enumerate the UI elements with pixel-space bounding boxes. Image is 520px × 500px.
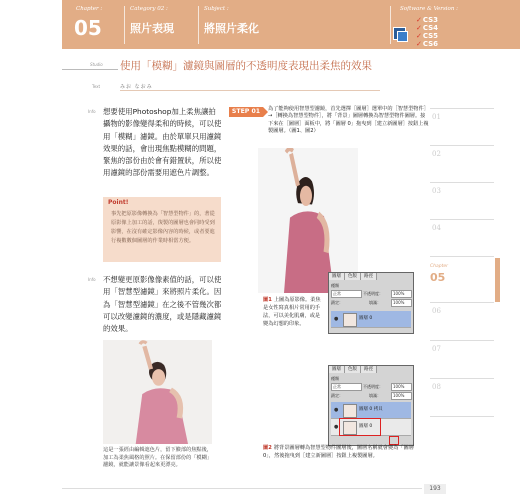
bottom-rule	[62, 488, 422, 489]
divider	[430, 108, 494, 109]
step-text: 為了能夠使用智慧型濾鏡，首先選擇［圖層］選單中的［智慧型物件］→［轉換為智慧型物件］，將「背景」圖層轉換為智慧型物件圖層。接下來在［圖層］面板中，將「圖層 0」拖曳到［建立新圖層］按鈕上複製圖層。（圖1、圖2）	[268, 106, 429, 134]
category-label: Category 02 :	[130, 6, 168, 12]
divider	[430, 340, 494, 341]
layer-thumbnail	[343, 313, 357, 327]
opacity-label: 不透明度：	[363, 291, 383, 296]
layer-name: 圖層 0 拷貝	[359, 407, 383, 412]
side-chapter[interactable]: 07	[432, 345, 441, 353]
eye-icon[interactable]: ●	[334, 424, 339, 430]
side-chapter[interactable]: 08	[432, 383, 441, 391]
fill-label: 填滿：	[369, 393, 381, 398]
active-chapter-label: Chapter	[430, 264, 448, 269]
version-cs5: ✓CS5	[416, 32, 439, 40]
lock-label: 鎖定：	[331, 393, 343, 398]
opacity-field[interactable]: 100%	[391, 383, 412, 391]
result-photo	[103, 340, 212, 444]
version-cs6: ✓CS6	[416, 40, 439, 48]
check-icon: ✓	[416, 24, 422, 32]
divider	[430, 145, 494, 146]
author-name: みお なおみ	[120, 84, 153, 90]
step-badge: STEP 01	[229, 107, 263, 117]
tab-layers[interactable]: 圖層	[329, 273, 345, 280]
divider	[390, 6, 391, 44]
check-icon: ✓	[416, 40, 422, 48]
layer-name: 圖層 0	[359, 316, 373, 321]
figure2-caption	[263, 445, 423, 460]
figure2-text: 將背景圖層轉為智慧型物件圖層後，圖層名稱就會變為「圖層 0」，然後拖曳到［建立新圖層］按鈕上複製圖層。	[263, 445, 414, 459]
author-tag: Text	[92, 84, 101, 89]
divider	[198, 6, 199, 44]
subject-name: 將照片柔化	[204, 22, 259, 35]
side-chapter[interactable]: 06	[432, 307, 441, 315]
figure1-label: 圖1	[263, 297, 272, 303]
divider	[430, 302, 494, 303]
tab-layers[interactable]: 圖層	[329, 366, 345, 373]
chapter-header	[62, 0, 520, 49]
layer-row[interactable]	[331, 311, 411, 328]
divider	[124, 6, 125, 44]
highlight-box	[389, 436, 399, 445]
fill-field[interactable]: 100%	[391, 299, 412, 307]
check-icon: ✓	[416, 16, 422, 24]
divider	[430, 219, 494, 220]
layer-thumbnail	[343, 404, 357, 418]
studio-tag: Studio	[90, 62, 103, 67]
point-title: Point!	[108, 199, 129, 206]
figure2-label: 圖2	[263, 445, 272, 451]
divider	[430, 256, 494, 257]
check-icon: ✓	[416, 32, 422, 40]
layers-panel-after	[328, 365, 414, 446]
fill-label: 填滿：	[369, 300, 381, 305]
figure1-text: 上圖為原影像。柔焦是女性寫真相片常用的手法，可以美化肌膚，或是變為幻想的印象。	[263, 297, 321, 327]
kind-label: 種類	[331, 283, 339, 288]
photoshop-icon	[397, 31, 408, 42]
figure1-caption	[263, 296, 325, 328]
tab-channels[interactable]: 色版	[345, 366, 361, 373]
divider	[430, 416, 494, 417]
layer-row[interactable]	[331, 402, 411, 419]
chapter-number: 05	[74, 16, 102, 40]
category-name: 照片表現	[130, 22, 174, 35]
active-chapter[interactable]	[428, 264, 466, 300]
kind-label: 種類	[331, 376, 339, 381]
version-cs3: ✓CS3	[416, 16, 439, 24]
subject-label: Subject :	[204, 6, 229, 12]
active-chapter-number: 05	[430, 271, 446, 284]
page-number: 193	[429, 485, 441, 492]
side-chapter[interactable]: 04	[432, 224, 441, 232]
tab-paths[interactable]: 路徑	[361, 273, 377, 280]
side-chapter[interactable]: 03	[432, 187, 441, 195]
divider	[430, 182, 494, 183]
tab-channels[interactable]: 色版	[345, 273, 361, 280]
layers-panel-before	[328, 272, 414, 334]
layer-name: 圖層 0	[359, 424, 373, 429]
eye-icon[interactable]: ●	[334, 316, 339, 322]
opacity-field[interactable]: 100%	[391, 290, 412, 298]
title-rule	[62, 69, 118, 70]
divider	[430, 378, 494, 379]
active-chapter-bar	[495, 258, 500, 302]
side-chapter[interactable]: 02	[432, 150, 441, 158]
page-title: 使用「模糊」濾鏡與圖層的不透明度表現出柔焦的效果	[120, 60, 372, 72]
highlight-box	[339, 418, 381, 436]
tab-paths[interactable]: 路徑	[361, 366, 377, 373]
version-cs4: ✓CS4	[416, 24, 439, 32]
info-tag: Info	[88, 109, 96, 114]
lock-label: 鎖定：	[331, 300, 343, 305]
info-tag: Info	[88, 277, 96, 282]
intro-paragraph: 想要使用Photoshop加上柔焦讓拍攝物的影像變得柔和的時候，可以使用「模糊」濾鏡。由於單單只用濾鏡效果的話，會出現焦點模糊的問題，緊焦的部份由於會有錯置狀，所以使用濾鏡的部份需要用遮色片調整。	[103, 107, 222, 178]
opacity-label: 不透明度：	[363, 384, 383, 389]
eye-icon[interactable]: ●	[334, 407, 339, 413]
chapter-label: Chapter :	[76, 6, 103, 12]
author-rule	[120, 90, 380, 91]
software-label: Software & Version :	[400, 6, 458, 12]
point-text: 事先把原影像轉換為「智慧型物件」的，著從原影像上加工的話，復製的圖層也會同時受到影響，在沒有確定影像內容的時候，或者要進行複數數個圖層的作業時相當方便。	[111, 211, 215, 244]
blend-mode-select[interactable]: 正常	[331, 290, 362, 298]
smart-filter-paragraph: 不想變更原影像像素值的話，可以使用「智慧型濾鏡」來將照片柔化。因為「智慧型濾鏡」在之後不管幾次都可以改變濾鏡的濃度，或是隱藏濾鏡的效果。	[103, 275, 222, 334]
blend-mode-select[interactable]: 正常	[331, 383, 362, 391]
photo-caption: 這是一張經由編輯遮色片，留下臉部的焦點後，加工為柔焦風格的照片。在保留部份的「模糊」濾鏡，就能讓景像看起來更漂亮。	[103, 447, 212, 468]
side-chapter[interactable]: 01	[432, 113, 441, 121]
fill-field[interactable]: 100%	[391, 392, 412, 400]
